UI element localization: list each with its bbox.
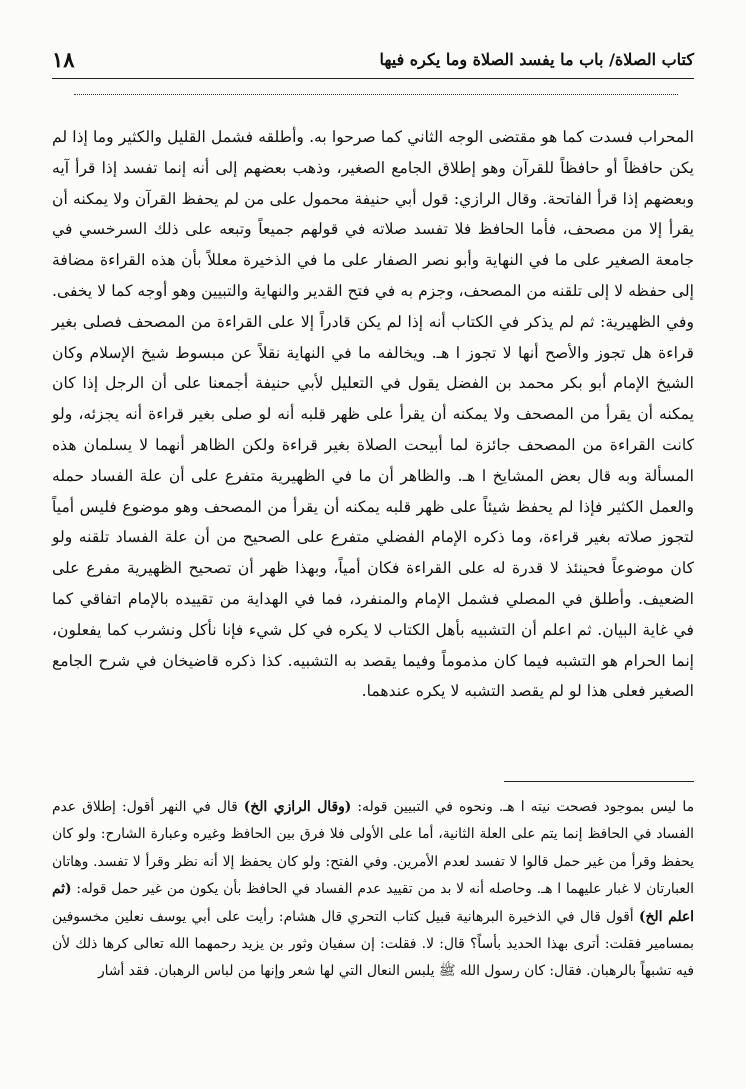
footnote-intro: ما ليس بموجود فصحت نيته ا هـ. ونحوه في التبيين قوله: bbox=[351, 799, 694, 815]
header-rule bbox=[52, 78, 694, 79]
footnote-ref-razi: (وقال الرازي الخ) bbox=[243, 799, 352, 815]
footnote-text-2: أقول قال في الذخيرة البرهانية قبيل كتاب التحري قال هشام: رأيت على أبي يوسف نعلين مخسوفين بمسامير فقلت: أترى بهذا الحديد بأساً؟ قال: لا. فقلت: إن سفيان وثور بن يزيد رحمهما الله تعالى كرها ذلك لأن فيه تشبهاً بالرهبان. فقال: كان رسول الله ﷺ يلبس النعال التي لها شعر وإنها من لباس الرهبان. فقد أشار bbox=[52, 908, 694, 980]
footnote-block bbox=[52, 794, 694, 986]
page-number: ١٨ bbox=[52, 46, 75, 72]
footnote-paragraph bbox=[52, 794, 694, 986]
page-header bbox=[52, 40, 694, 78]
main-text-block bbox=[52, 122, 694, 707]
dotted-separator bbox=[74, 94, 678, 95]
footnote-separator bbox=[504, 781, 694, 782]
running-title: كتاب الصلاة/ باب ما يفسد الصلاة وما يكره فيها bbox=[379, 49, 694, 69]
main-paragraph: المحراب فسدت كما هو مقتضى الوجه الثاني كما صرحوا به. وأطلقه فشمل القليل والكثير وما إذا لم يكن حافظاً أو حافظاً للقرآن وهو إطلاق الجامع الصغير، وذهب بعضهم إلى أنه إنما تفسد إذا قرأ آيه وبعضهم إذا قرأ الفاتحة. وقال الرازي: قول أبي حنيفة محمول على من لم يحفظ القرآن ولا يمكنه أن يقرأ إلا من مصحف، فأما الحافظ فلا تفسد صلاته في قولهم جميعاً وتبعه على ذلك السرخسي في جامعة الصغير على ما في النهاية وأبو نصر الصفار على ما في الذخيرة معللاً بأن هذه القراءة مضافة إلى حفظه لا إلى تلقنه من المصحف، وجزم به في فتح القدير والنهاية والتبيين وهو أوجه كما لا يخفى. وفي الظهيرية: ثم لم يذكر في الكتاب أنه إذا لم يكن قادراً إلا على القراءة من المصحف فصلى بغير قراءة هل تجوز والأصح أنها لا تجوز ا هـ. ويخالفه ما في النهاية نقلاً عن مبسوط شيخ الإسلام وكان الشيخ الإمام أبو بكر محمد بن الفضل يقول في التعليل لأبي حنيفة أجمعنا على أن الرجل إذا كان يمكنه أن يقرأ من المصحف ولا يمكنه أن يقرأ على ظهر قلبه أنه لو صلى بغير قراءة أنه يجزئه، ولو كانت القراءة من المصحف جائزة لما أبيحت الصلاة بغير قراءة ولكن الظاهر أنهما لا يسلمان هذه المسألة وبه قال بعض المشايخ ا هـ. والظاهر أن ما في الظهيرية متفرع على أن علة الفساد حمله والعمل الكثير فإذا لم يحفظ شيئاً على ظهر قلبه يمكنه أن يقرأ من المصحف وهو موضوع فليس أمياً لتجوز صلاته بغير قراءة، وما ذكره الإمام الفضلي متفرع على الصحيح من أن علة الفساد تلقنه ولو كان موضوعاً فحينئذ لا قدرة له على القراءة فكان أمياً، وبهذا ظهر أن تصحيح الظهيرية مفرع على الضعيف. وأطلق في المصلي فشمل الإمام والمنفرد، فما في الهداية من تقييده بالإمام اتفاقي كما في غاية البيان. ثم اعلم أن التشبيه بأهل الكتاب لا يكره في كل شيء فإنا نأكل ونشرب كما يفعلون، إنما الحرام هو التشبه فيما كان مذموماً وفيما يقصد به التشبيه. كذا ذكره قاضيخان في شرح الجامع الصغير فعلى هذا لو لم يقصد التشبه لا يكره عندهما. bbox=[52, 128, 694, 701]
footnote-ref-thumma: (ثم اعلم الخ) bbox=[52, 881, 694, 925]
footnote-text-1: قال في النهر أقول: إطلاق عدم الفساد في الحافظ إنما يتم على العلة الثانية، أما على الأولى فلا فرق بين الحافظ وغيره وعبارة الشارح: ولو كان يحفظ وقرأ من غير حمل قالوا لا تفسد لعدم الأمرين. وفي الفتح: ولو كان يحفظ إلا أنه نظر وقرأ لا تفسد. وهاتان العبارتان لا غبار عليهما ا هـ. وحاصله أنه لا بد من تقييد عدم الفساد في الحافظ بأن يكون من غير حمل قوله: bbox=[52, 799, 694, 898]
